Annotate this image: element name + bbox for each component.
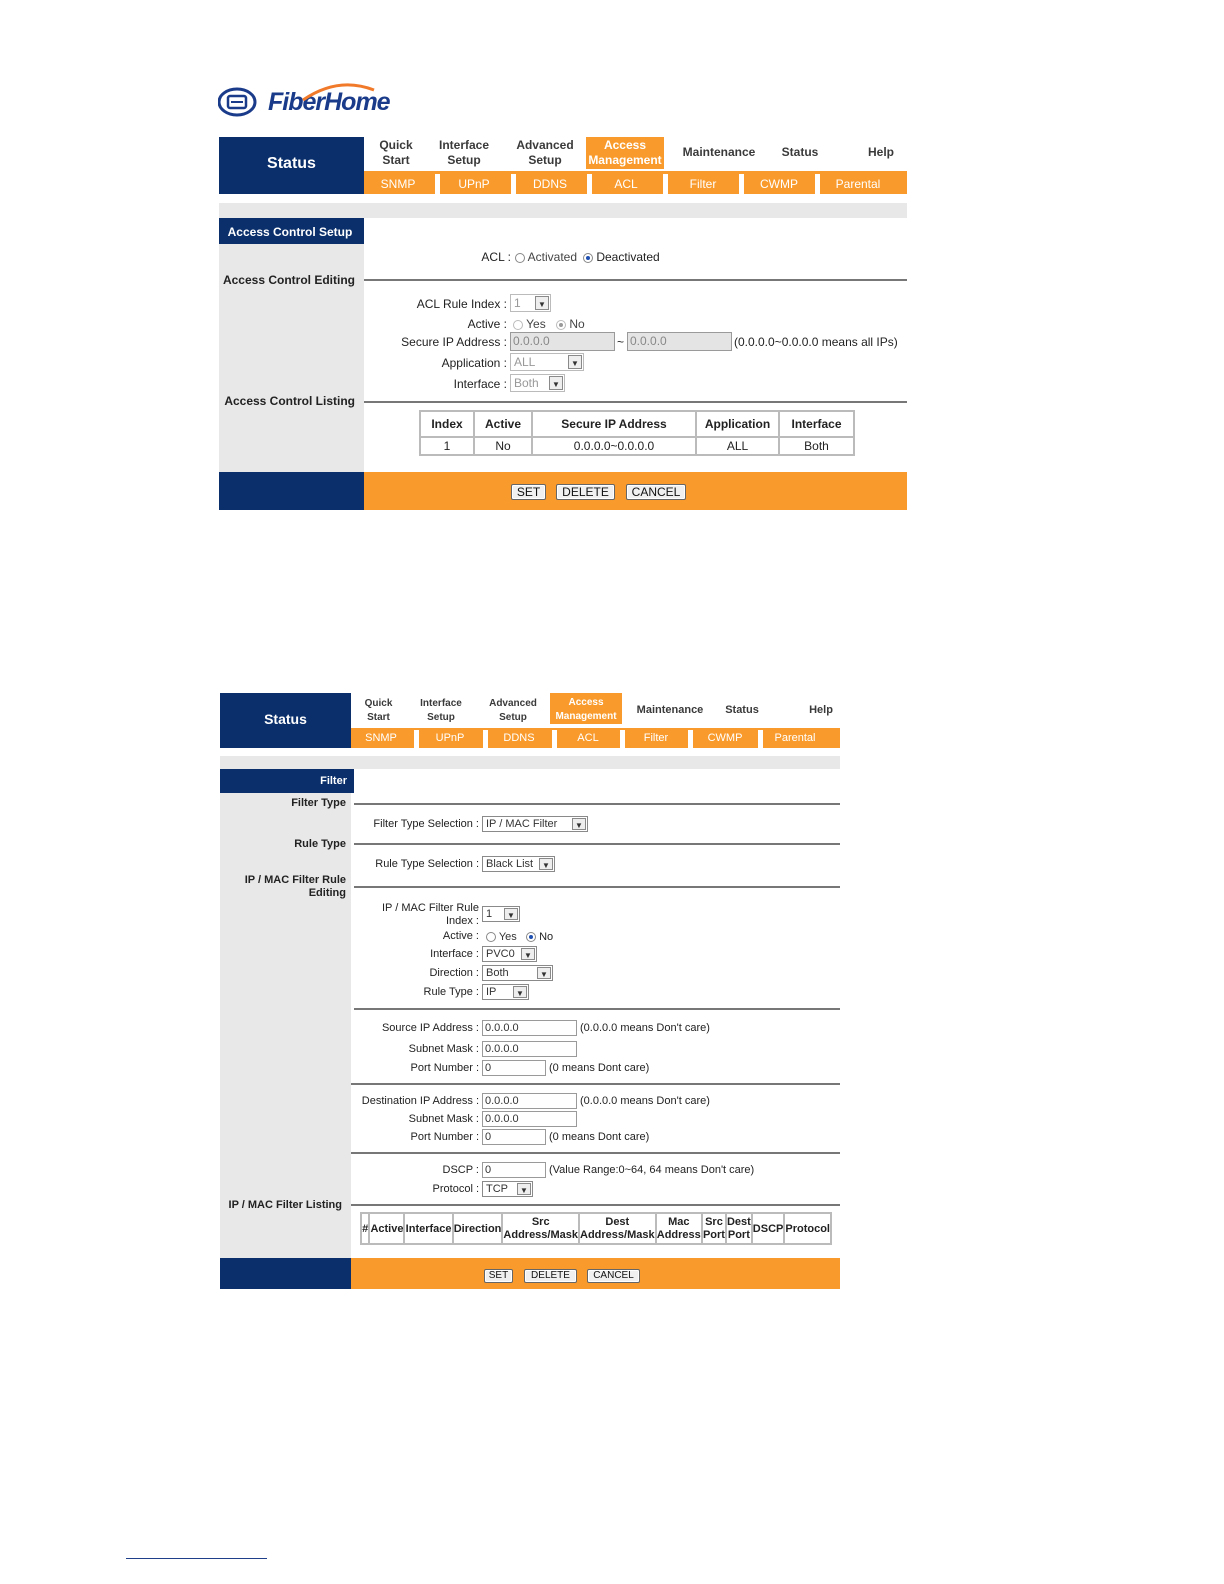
secure-ip-end-input[interactable]: 0.0.0.0 bbox=[627, 332, 732, 351]
submenu-divider bbox=[739, 174, 744, 194]
destination-port-hint: (0 means Dont care) bbox=[549, 1131, 650, 1143]
submenu-upnp[interactable]: UPnP bbox=[435, 732, 465, 744]
destination-port-input[interactable]: 0 bbox=[482, 1129, 546, 1145]
direction-label: Direction : bbox=[429, 967, 479, 979]
rule-type-field-label: Rule Type : bbox=[423, 986, 479, 998]
source-port-input[interactable]: 0 bbox=[482, 1060, 546, 1076]
column-header: Index bbox=[420, 411, 474, 437]
acl-activated-radio[interactable] bbox=[515, 253, 525, 263]
interface-select[interactable]: PVC0 ▼ bbox=[482, 946, 537, 962]
chevron-down-icon: ▼ bbox=[539, 858, 553, 870]
column-header: Mac Address bbox=[656, 1213, 702, 1244]
source-mask-input[interactable]: 0.0.0.0 bbox=[482, 1041, 577, 1057]
column-header: Interface bbox=[779, 411, 854, 437]
set-button[interactable]: SET bbox=[484, 1269, 513, 1283]
acl-deactivated-radio[interactable] bbox=[583, 253, 593, 263]
column-header: Protocol bbox=[784, 1213, 831, 1244]
application-select[interactable]: ALL ▼ bbox=[510, 353, 584, 371]
table-cell: Both bbox=[779, 437, 854, 455]
destination-mask-label: Subnet Mask : bbox=[408, 1113, 479, 1125]
active-yes-radio[interactable] bbox=[486, 932, 496, 942]
dscp-hint: (Value Range:0~64, 64 means Don't care) bbox=[549, 1164, 755, 1176]
spacer-band bbox=[220, 756, 840, 769]
rule-index-select[interactable]: 1 ▼ bbox=[482, 906, 520, 922]
submenu-divider bbox=[435, 174, 440, 194]
submenu-divider bbox=[552, 730, 557, 748]
filter-listing-table bbox=[360, 1212, 832, 1245]
destination-ip-label: Destination IP Address : bbox=[361, 1095, 479, 1107]
divider bbox=[351, 1083, 840, 1085]
tilde-separator: ~ bbox=[617, 335, 625, 349]
source-port-label: Port Number : bbox=[410, 1062, 479, 1074]
divider bbox=[351, 1152, 840, 1154]
column-header: Dest Address/Mask bbox=[579, 1213, 656, 1244]
active-label: Active : bbox=[467, 317, 507, 331]
divider bbox=[354, 1008, 840, 1010]
divider bbox=[364, 401, 907, 403]
menu-maintenance[interactable]: Maintenance bbox=[636, 704, 704, 716]
divider bbox=[364, 279, 907, 281]
chevron-down-icon: ▼ bbox=[517, 1183, 531, 1195]
active-label: Active : bbox=[442, 930, 479, 942]
active-no-option[interactable]: No bbox=[556, 317, 585, 331]
column-header: Direction bbox=[453, 1213, 503, 1244]
acl-deactivated-option[interactable]: Deactivated bbox=[583, 250, 660, 264]
submenu-filter[interactable]: Filter bbox=[643, 732, 669, 744]
active-no-radio[interactable] bbox=[526, 932, 536, 942]
divider bbox=[351, 1204, 840, 1206]
interface-label: Interface : bbox=[430, 948, 479, 960]
editing-label: Access Control Editing bbox=[222, 273, 355, 287]
table-header-row bbox=[420, 411, 854, 437]
submenu-cwmp[interactable]: CWMP bbox=[760, 177, 798, 191]
submenu-ddns[interactable]: DDNS bbox=[503, 732, 535, 744]
table-row[interactable] bbox=[420, 437, 854, 455]
column-header: Active bbox=[474, 411, 532, 437]
chevron-down-icon: ▼ bbox=[568, 355, 582, 369]
logo-swoosh-icon bbox=[298, 82, 378, 102]
dscp-input[interactable]: 0 bbox=[482, 1162, 546, 1178]
section-title: Access Control Setup bbox=[227, 225, 353, 239]
fiberhome-logo bbox=[218, 82, 390, 122]
menu-help[interactable]: Help bbox=[867, 145, 894, 159]
protocol-label: Protocol : bbox=[432, 1183, 479, 1195]
acl-listing-table bbox=[419, 410, 855, 456]
status-title: Status bbox=[267, 155, 316, 172]
menu-status[interactable]: Status bbox=[781, 145, 819, 159]
menu-interface-setup[interactable]: Interface Setup bbox=[420, 698, 462, 723]
interface-label: Interface : bbox=[453, 377, 507, 391]
source-ip-input[interactable]: 0.0.0.0 bbox=[482, 1020, 577, 1036]
table-cell: No bbox=[474, 437, 532, 455]
destination-port-label: Port Number : bbox=[410, 1131, 479, 1143]
menu-interface-setup[interactable]: Interface Setup bbox=[438, 138, 490, 167]
source-port-hint: (0 means Dont care) bbox=[549, 1062, 650, 1074]
column-header: Src Port bbox=[702, 1213, 726, 1244]
submenu-filter[interactable]: Filter bbox=[689, 177, 717, 191]
menu-status[interactable]: Status bbox=[725, 704, 759, 716]
column-header: Src Address/Mask bbox=[502, 1213, 579, 1244]
column-header: Application bbox=[696, 411, 779, 437]
submenu-upnp[interactable]: UPnP bbox=[458, 177, 490, 191]
destination-ip-hint: (0.0.0.0 means Don't care) bbox=[580, 1095, 710, 1107]
menu-advanced-setup[interactable]: Advanced Setup bbox=[516, 138, 574, 167]
column-header: # bbox=[361, 1213, 369, 1244]
table-cell: 1 bbox=[420, 437, 474, 455]
menu-quick-start[interactable]: Quick Start bbox=[379, 138, 413, 167]
submenu-parental[interactable]: Parental bbox=[835, 177, 881, 191]
submenu-snmp[interactable]: SNMP bbox=[380, 177, 416, 191]
destination-ip-input[interactable]: 0.0.0.0 bbox=[482, 1093, 577, 1109]
delete-button[interactable]: DELETE bbox=[556, 484, 615, 500]
listing-label: IP / MAC Filter Listing bbox=[228, 1199, 342, 1211]
spacer-band bbox=[219, 203, 907, 218]
menu-quick-start[interactable]: Quick Start bbox=[364, 698, 393, 723]
secure-ip-start-input[interactable]: 0.0.0.0 bbox=[510, 332, 615, 351]
active-no-radio[interactable] bbox=[556, 320, 566, 330]
menu-help[interactable]: Help bbox=[809, 704, 833, 716]
submenu-divider bbox=[587, 174, 592, 194]
cancel-button[interactable]: CANCEL bbox=[587, 1269, 640, 1283]
active-yes-option[interactable]: Yes bbox=[486, 931, 517, 943]
delete-button[interactable]: DELETE bbox=[524, 1269, 577, 1283]
filter-type-select[interactable]: IP / MAC Filter ▼ bbox=[482, 816, 588, 832]
column-header: Secure IP Address bbox=[532, 411, 696, 437]
source-mask-label: Subnet Mask : bbox=[408, 1043, 479, 1055]
submenu-acl[interactable]: ACL bbox=[614, 177, 638, 191]
footer-left bbox=[219, 472, 364, 510]
direction-select[interactable]: Both ▼ bbox=[482, 965, 553, 981]
submenu-parental[interactable]: Parental bbox=[774, 732, 816, 744]
application-label: Application : bbox=[441, 356, 507, 370]
interface-select[interactable]: Both ▼ bbox=[510, 374, 565, 392]
submenu-divider bbox=[758, 730, 763, 748]
submenu-divider bbox=[483, 730, 488, 748]
submenu-divider bbox=[688, 730, 693, 748]
left-column bbox=[220, 793, 351, 1258]
section-title: Filter bbox=[320, 775, 347, 787]
status-title: Status bbox=[264, 711, 307, 727]
column-header: Interface bbox=[404, 1213, 452, 1244]
chevron-down-icon: ▼ bbox=[504, 908, 518, 920]
submenu-cwmp[interactable]: CWMP bbox=[707, 732, 743, 744]
active-yes-radio[interactable] bbox=[513, 320, 523, 330]
chevron-down-icon: ▼ bbox=[549, 376, 563, 390]
editing-label: IP / MAC Filter Rule Editing bbox=[244, 874, 346, 899]
secure-ip-hint: (0.0.0.0~0.0.0.0 means all IPs) bbox=[734, 335, 898, 349]
menu-advanced-setup[interactable]: Advanced Setup bbox=[489, 698, 537, 723]
rule-type-selection-label: Rule Type Selection : bbox=[375, 858, 479, 870]
active-yes-option[interactable]: Yes bbox=[513, 317, 546, 331]
table-cell: ALL bbox=[696, 437, 779, 455]
set-button[interactable]: SET bbox=[511, 484, 546, 500]
rule-index-select[interactable]: 1 ▼ bbox=[510, 294, 551, 312]
divider bbox=[354, 843, 840, 845]
source-ip-label: Source IP Address : bbox=[381, 1022, 479, 1034]
cancel-button[interactable]: CANCEL bbox=[626, 484, 686, 500]
fiberhome-emblem-icon bbox=[218, 87, 260, 117]
acl-activated-option[interactable]: Activated bbox=[515, 250, 577, 264]
chevron-down-icon: ▼ bbox=[521, 948, 535, 960]
chevron-down-icon: ▼ bbox=[537, 967, 551, 979]
submenu-divider bbox=[414, 730, 419, 748]
source-ip-hint: (0.0.0.0 means Don't care) bbox=[580, 1022, 710, 1034]
submenu-divider bbox=[511, 174, 516, 194]
protocol-select[interactable]: TCP ▼ bbox=[482, 1181, 533, 1197]
divider bbox=[354, 886, 840, 888]
submenu-divider bbox=[663, 174, 668, 194]
column-header: DSCP bbox=[752, 1213, 785, 1244]
rule-type-select[interactable]: Black List ▼ bbox=[482, 856, 555, 872]
footer-left bbox=[220, 1258, 351, 1289]
table-header-row bbox=[361, 1213, 831, 1244]
chevron-down-icon: ▼ bbox=[513, 986, 527, 998]
rule-index-label: IP / MAC Filter Rule Index : bbox=[382, 902, 479, 927]
column-header: Active bbox=[369, 1213, 404, 1244]
filter-type-selection-label: Filter Type Selection : bbox=[373, 818, 479, 830]
submenu-divider bbox=[620, 730, 625, 748]
submenu-ddns[interactable]: DDNS bbox=[532, 177, 567, 191]
chevron-down-icon: ▼ bbox=[572, 818, 586, 830]
submenu-snmp[interactable]: SNMP bbox=[365, 732, 397, 744]
submenu-divider bbox=[815, 174, 820, 194]
acl-label: ACL : bbox=[481, 250, 511, 264]
secure-ip-label: Secure IP Address : bbox=[401, 335, 507, 349]
menu-access-management[interactable]: Access Management bbox=[550, 693, 622, 724]
rule-index-label: ACL Rule Index : bbox=[416, 297, 507, 311]
filter-type-label: Filter Type bbox=[291, 797, 346, 809]
acl-screen bbox=[219, 137, 907, 510]
listing-label: Access Control Listing bbox=[224, 394, 355, 408]
dscp-label: DSCP : bbox=[442, 1164, 479, 1176]
footnote-rule bbox=[126, 1558, 267, 1559]
menu-access-management[interactable]: Access Management bbox=[586, 137, 664, 169]
submenu-acl[interactable]: ACL bbox=[577, 732, 599, 744]
chevron-down-icon: ▼ bbox=[535, 296, 549, 310]
menu-maintenance[interactable]: Maintenance bbox=[682, 145, 756, 159]
active-no-option[interactable]: No bbox=[526, 931, 553, 943]
rule-type-label: Rule Type bbox=[294, 838, 346, 850]
brand-name: FiberHome bbox=[268, 88, 390, 116]
destination-mask-input[interactable]: 0.0.0.0 bbox=[482, 1111, 577, 1127]
rule-type-field-select[interactable]: IP ▼ bbox=[482, 984, 529, 1000]
column-header: Dest Port bbox=[726, 1213, 752, 1244]
table-cell: 0.0.0.0~0.0.0.0 bbox=[532, 437, 696, 455]
divider bbox=[354, 803, 840, 805]
filter-screen bbox=[220, 693, 840, 1289]
